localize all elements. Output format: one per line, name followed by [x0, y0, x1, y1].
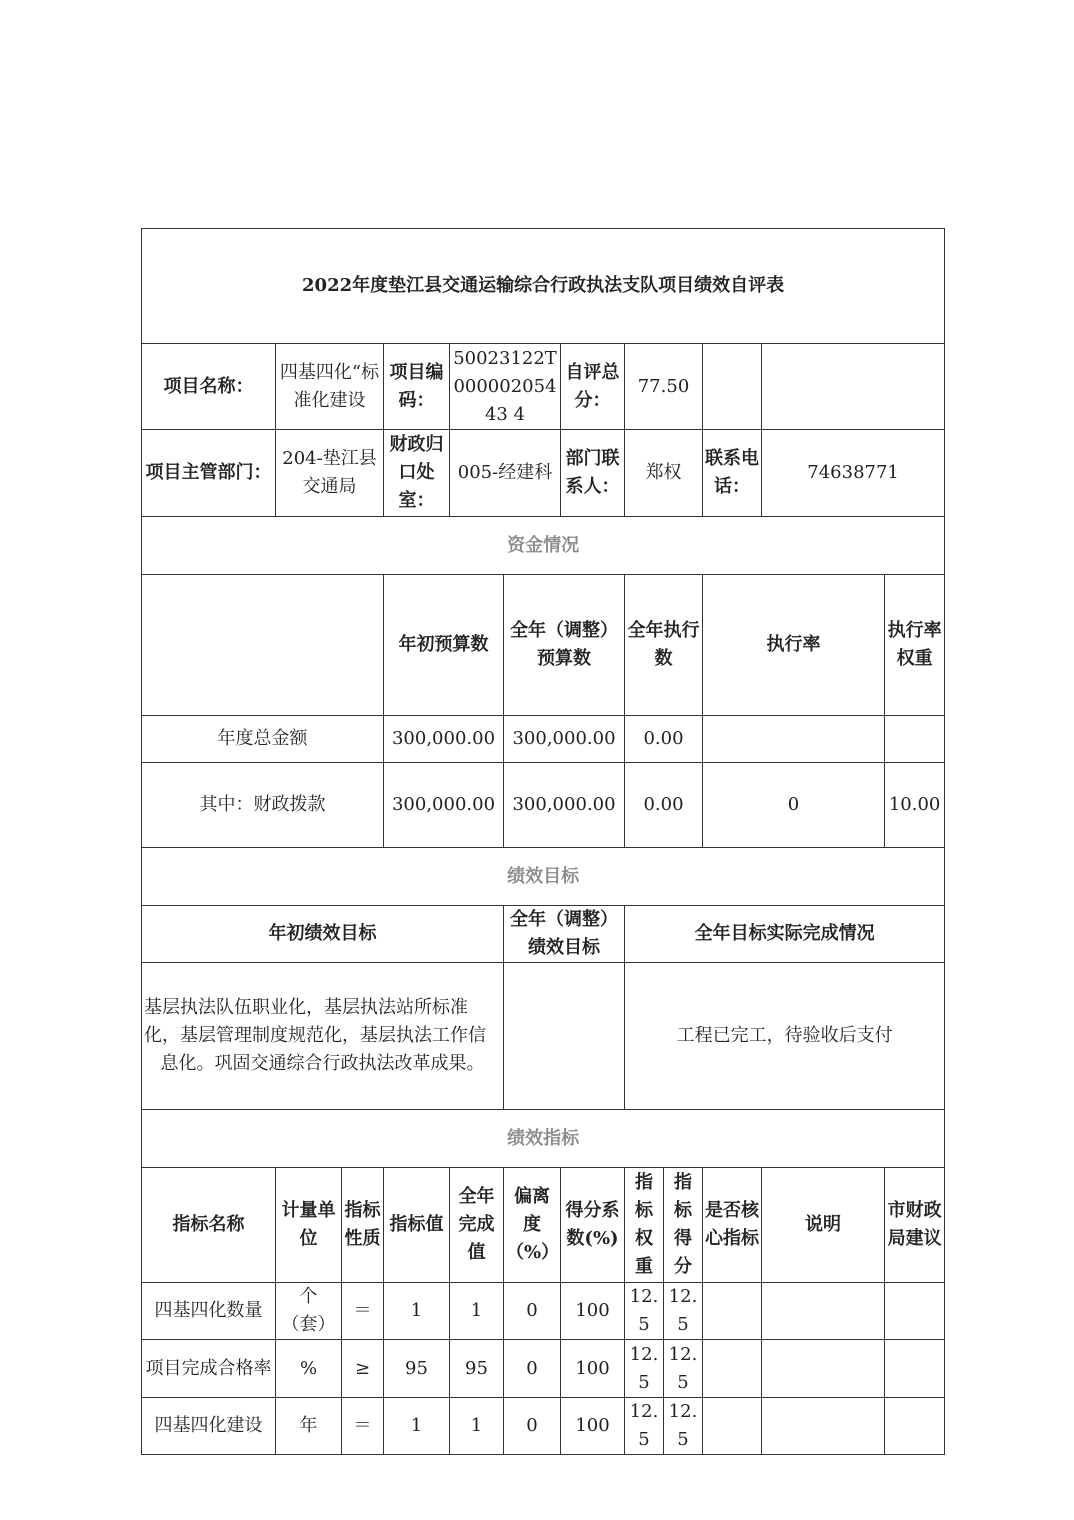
indicator-cell: 0	[504, 1398, 561, 1455]
funds-section-title: 资金情况	[142, 517, 945, 575]
funds-cell: 0.00	[625, 763, 703, 848]
self-evaluation-form	[141, 228, 945, 1455]
funds-cell	[703, 716, 885, 763]
finance-office-label: 财政归口处室：	[384, 430, 450, 517]
indicator-cell: 1	[450, 1398, 504, 1455]
indicator-header: 指标得分	[664, 1168, 703, 1283]
indicator-cell: 12.5	[664, 1340, 703, 1398]
funds-cell: 年度总金额	[142, 716, 384, 763]
funds-cell: 0	[703, 763, 885, 848]
goal-initial: 基层执法队伍职业化，基层执法站所标准化，基层管理制度规范化，基层执法工作信息化。巩固交通综合行政执法改革成果。	[142, 963, 504, 1110]
funds-cell: 0.00	[625, 716, 703, 763]
indicator-cell	[885, 1340, 945, 1398]
indicator-cell: 12.5	[664, 1283, 703, 1340]
indicator-cell: %	[276, 1340, 342, 1398]
goals-header-actual: 全年目标实际完成情况	[625, 906, 945, 963]
goal-actual: 工程已完工，待验收后支付	[625, 963, 945, 1110]
indicator-cell: 12.5	[664, 1398, 703, 1455]
project-name: 四基四化“标准化建设	[276, 344, 384, 430]
empty-cell	[703, 344, 762, 430]
indicator-cell	[762, 1340, 885, 1398]
funds-cell	[885, 716, 945, 763]
funds-cell: 其中：财政拨款	[142, 763, 384, 848]
phone: 74638771	[762, 430, 945, 517]
self-score-label: 自评总分：	[561, 344, 625, 430]
project-code-label: 项目编码：	[384, 344, 450, 430]
table-row	[142, 716, 945, 763]
goals-section-title: 绩效目标	[142, 848, 945, 906]
indicator-header: 指标性质	[342, 1168, 384, 1283]
finance-office: 005-经建科	[450, 430, 561, 517]
indicator-cell: 1	[384, 1398, 450, 1455]
indicator-cell	[703, 1283, 762, 1340]
indicator-header: 指标权重	[625, 1168, 664, 1283]
indicator-cell: 95	[450, 1340, 504, 1398]
indicator-cell: 100	[561, 1283, 625, 1340]
indicator-cell: 项目完成合格率	[142, 1340, 276, 1398]
funds-header: 执行率	[703, 575, 885, 716]
indicator-cell	[885, 1283, 945, 1340]
indicator-cell: 1	[450, 1283, 504, 1340]
table-row	[142, 1398, 945, 1455]
indicators-section-title: 绩效指标	[142, 1110, 945, 1168]
indicator-cell	[885, 1398, 945, 1455]
funds-header: 全年执行数	[625, 575, 703, 716]
funds-header: 全年（调整）预算数	[504, 575, 625, 716]
indicator-cell: ≥	[342, 1340, 384, 1398]
indicator-cell: 0	[504, 1283, 561, 1340]
funds-header: 年初预算数	[384, 575, 504, 716]
department: 204-垫江县交通局	[276, 430, 384, 517]
funds-header	[142, 575, 384, 716]
indicator-cell	[703, 1398, 762, 1455]
empty-cell	[762, 344, 945, 430]
goal-adjusted	[504, 963, 625, 1110]
indicator-cell: 0	[504, 1340, 561, 1398]
funds-header: 执行率权重	[885, 575, 945, 716]
phone-label: 联系电话：	[703, 430, 762, 517]
department-label: 项目主管部门：	[142, 430, 276, 517]
funds-cell: 300,000.00	[384, 763, 504, 848]
funds-cell: 300,000.00	[504, 716, 625, 763]
contact: 郑权	[625, 430, 703, 517]
indicator-cell: 四基四化数量	[142, 1283, 276, 1340]
page-title: 2022年度垫江县交通运输综合行政执法支队项目绩效自评表	[142, 229, 945, 344]
table-row	[142, 1283, 945, 1340]
indicator-cell	[703, 1340, 762, 1398]
funds-cell: 300,000.00	[384, 716, 504, 763]
indicator-cell: 1	[384, 1283, 450, 1340]
funds-cell: 10.00	[885, 763, 945, 848]
indicator-cell: ＝	[342, 1283, 384, 1340]
self-score: 77.50	[625, 344, 703, 430]
project-name-label: 项目名称：	[142, 344, 276, 430]
goals-header-adjusted: 全年（调整）绩效目标	[504, 906, 625, 963]
indicator-header: 计量单位	[276, 1168, 342, 1283]
indicator-header: 说明	[762, 1168, 885, 1283]
goals-header-initial: 年初绩效目标	[142, 906, 504, 963]
funds-cell: 300,000.00	[504, 763, 625, 848]
indicator-cell: 12.5	[625, 1340, 664, 1398]
indicator-cell: 100	[561, 1398, 625, 1455]
indicator-cell: 100	[561, 1340, 625, 1398]
indicator-header: 市财政局建议	[885, 1168, 945, 1283]
indicator-cell: 12.5	[625, 1283, 664, 1340]
indicator-cell	[762, 1283, 885, 1340]
indicator-cell	[762, 1398, 885, 1455]
indicator-header: 指标值	[384, 1168, 450, 1283]
indicator-header: 偏离度（%）	[504, 1168, 561, 1283]
indicator-header: 是否核心指标	[703, 1168, 762, 1283]
indicator-cell: 个（套）	[276, 1283, 342, 1340]
table-row	[142, 763, 945, 848]
indicator-header: 指标名称	[142, 1168, 276, 1283]
indicator-cell: 年	[276, 1398, 342, 1455]
indicator-header: 全年完成值	[450, 1168, 504, 1283]
indicator-cell: ＝	[342, 1398, 384, 1455]
indicator-header: 得分系数(%)	[561, 1168, 625, 1283]
indicator-cell: 95	[384, 1340, 450, 1398]
project-code: 50023122T00000205443 4	[450, 344, 561, 430]
contact-label: 部门联系人：	[561, 430, 625, 517]
indicator-cell: 12.5	[625, 1398, 664, 1455]
indicator-cell: 四基四化建设	[142, 1398, 276, 1455]
table-row	[142, 1340, 945, 1398]
